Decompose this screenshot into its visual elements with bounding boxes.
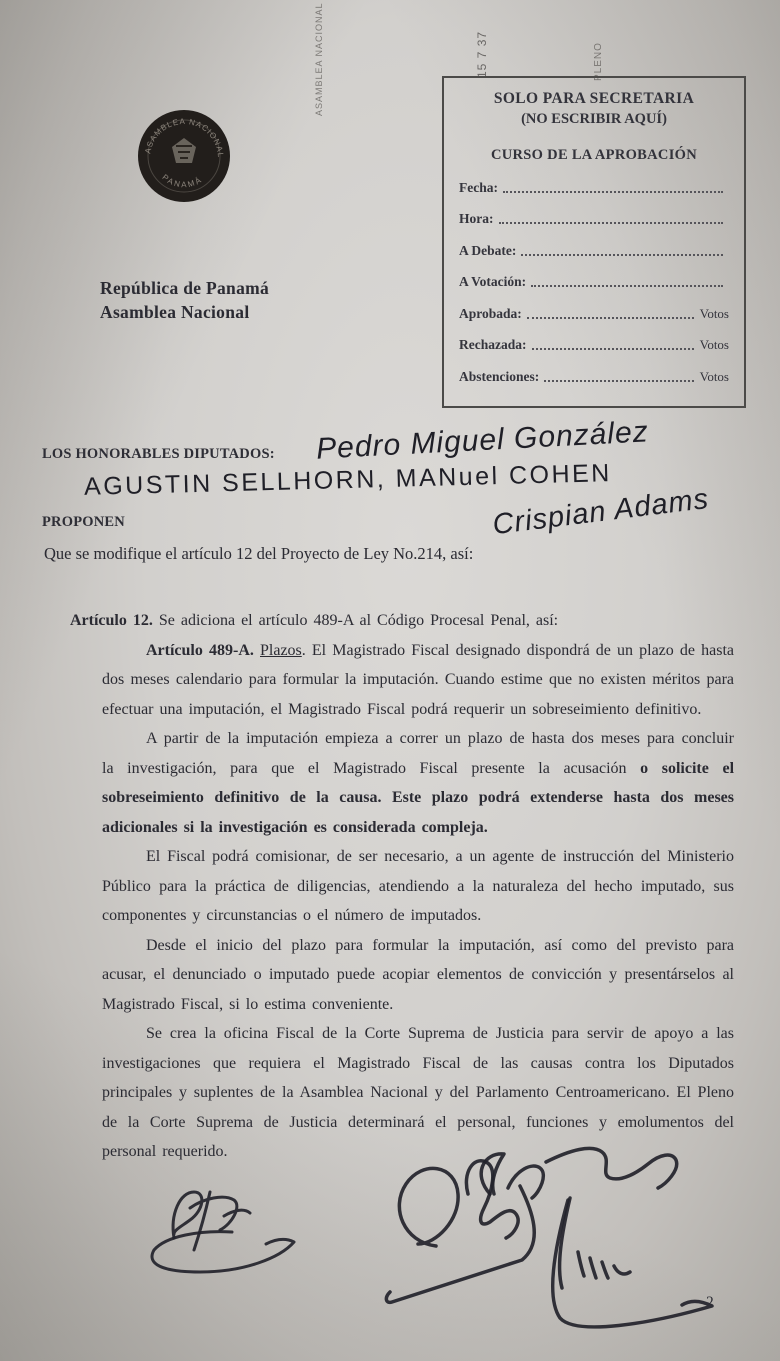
vertical-stamp-asamblea-nacional: ASAMBLEA NACIONAL [314, 2, 324, 116]
handwritten-name-pedro-miguel-gonzalez: Pedro Miguel González [315, 415, 650, 466]
field-row-rechazada [459, 337, 729, 353]
article-body [70, 606, 735, 1167]
secretary-box-curso-heading: CURSO DE LA APROBACIÓN [490, 147, 697, 163]
signature-3-image [450, 1140, 730, 1345]
paragraph-489a-bold: Artículo 489-A. [146, 641, 260, 659]
field-row-aprobada [459, 306, 729, 322]
field-row-hora [459, 211, 729, 227]
paragraph-a-partir-bold: o solicite el sobreseimiento definitivo de la causa. Este plazo podrá extenderse hasta dos meses adicionales si la investigación es considerada compleja. [102, 759, 735, 836]
seal-arc-top-text: ASAMBLEA NACIONAL [143, 116, 226, 159]
field-label: Aprobada: [459, 305, 522, 321]
honorables-diputados-label: LOS HONORABLES DIPUTADOS: [42, 446, 275, 462]
paragraph-489a-plazos [102, 636, 734, 725]
dotted-line [499, 220, 724, 224]
field-label: Fecha: [459, 179, 498, 195]
signature-1-image [140, 1180, 320, 1280]
dotted-line [521, 252, 723, 256]
field-row-a-votacion [459, 274, 729, 290]
org-name-block [100, 276, 269, 324]
seal-arc-bottom-text: PANAMÁ [160, 172, 205, 190]
paragraph-489a-rest: . El Magistrado Fiscal designado dispondrá de un plazo de hasta dos meses calendario para formular la imputación. Cuando estime que no existen méritos para efectuar una imputación, el Magistrado Fiscal podrá requerir un sobreseimiento definitivo. [102, 641, 734, 718]
article-12-heading-bold: Artículo 12. [70, 612, 153, 629]
intro-line: Que se modifique el artículo 12 del Proyecto de Ley No.214, así: [44, 544, 474, 563]
paragraph-a-partir-normal: A partir de la imputación empieza a correr un plazo de hasta dos meses para concluir la investigación, para que el Magistrado Fiscal presente la acusación [102, 730, 734, 777]
field-row-abstenciones [459, 369, 729, 385]
paragraph-se-crea: Se crea la oficina Fiscal de la Corte Suprema de Justicia para servir de apoyo a las investigaciones que requiera el Magistrado Fiscal de las causas contra los Diputados principales y suplentes de la Asamblea Nacional y del Parlamento Centroamericano. El Pleno de la Corte Suprema de Justicia determinará el personal, funciones y emolumentos del personal requerido. [102, 1025, 734, 1160]
dotted-line [544, 378, 693, 382]
field-row-fecha [459, 180, 729, 196]
secretary-box-fields [459, 180, 729, 385]
field-label: Hora: [459, 211, 494, 226]
paragraph-desde-el-inicio: Desde el inicio del plazo para formular la imputación, así como del previsto para acusar, el denunciado o imputado puede acopiar elementos de convicción y presentárselos al Magistrado Fiscal, si lo estima conveniente. [102, 936, 734, 1013]
dotted-line [527, 315, 694, 319]
page-number: 2 [706, 1294, 714, 1311]
paragraph-el-fiscal: El Fiscal podrá comisionar, de ser necesario, a un agente de instrucción del Ministerio Público para la práctica de diligencias, atendiendo a la naturaleza del hecho imputado, sus componentes y circunstancias o el número de imputados. [102, 848, 734, 924]
secretary-box-title: SOLO PARA SECRETARIA [493, 90, 695, 107]
field-suffix: Votos [699, 368, 729, 384]
handwritten-name-agustin-sellhorn-manuel-cohen: AGUSTIN SELLHORN, MANuel COHEN [83, 459, 613, 501]
vertical-stamp-pleno: PLENO [593, 42, 604, 81]
article-12-heading-rest: Se adiciona el artículo 489-A al Código Procesal Penal, así: [152, 612, 559, 629]
field-label: A Votación: [459, 274, 527, 289]
dotted-line [503, 189, 723, 193]
field-label: A Debate: [459, 242, 517, 258]
handwritten-name-crispian-adams: Crispian Adams [490, 482, 711, 542]
paragraph-489a-underlined: Plazos [260, 641, 302, 659]
field-row-a-debate [459, 243, 729, 259]
article-12-heading [70, 606, 734, 636]
secretary-approval-box [442, 76, 746, 408]
field-suffix: Votos [699, 337, 729, 352]
secretary-box-subtitle-no-write: (NO ESCRIBIR AQUÍ) [521, 111, 667, 127]
org-name-line1: República de Panamá [100, 278, 270, 298]
asamblea-nacional-seal-icon [136, 108, 232, 204]
dotted-line [531, 283, 723, 287]
vertical-stamp-time: 15 7 37 [475, 30, 489, 78]
proponen-label: PROPONEN [42, 514, 125, 530]
org-name-line2: Asamblea Nacional [100, 302, 250, 322]
paragraph-a-partir [102, 724, 734, 842]
field-label: Abstenciones: [459, 368, 540, 384]
field-label: Rechazada: [459, 337, 527, 352]
field-suffix: Votos [699, 305, 729, 321]
dotted-line [532, 346, 694, 350]
